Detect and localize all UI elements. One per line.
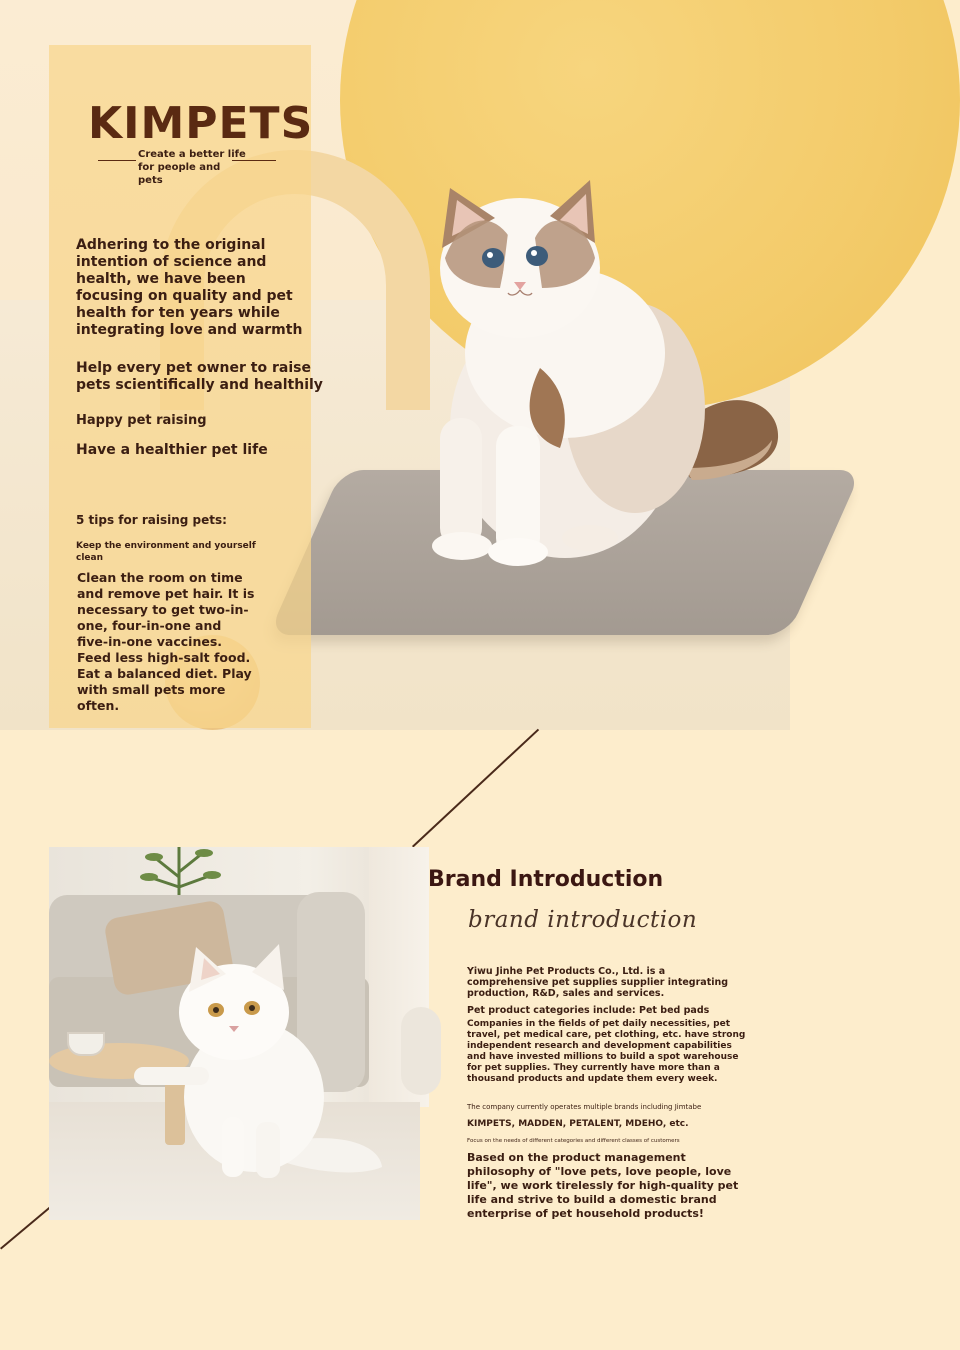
happy-slogan: Happy pet raising [76,413,207,428]
svg-text:KIMPETS: KIMPETS [88,98,314,149]
brand-paragraph-focus: Focus on the needs of different categories and different classes of customers [467,1138,680,1144]
brand-script-subtitle: brand introduction [468,907,698,933]
help-statement: Help every pet owner to raise pets scientifically and healthily [76,360,323,393]
healthier-slogan: Have a healthier pet life [76,442,268,458]
white-persian-cat-image [144,942,384,1182]
vase-decoration [401,1007,441,1095]
brand-paragraph-brand-list: KIMPETS, MADDEN, PETALENT, MDEHO, etc. [467,1119,689,1129]
brand-paragraph-philosophy: Based on the product management philosophy of "love pets, love people, love life", we work tirelessly for high-quality pet life and strive to build a domestic brand enterprise of pet household products! [467,1151,739,1220]
brand-paragraph-categories: Pet product categories include: Pet bed pads [467,1005,710,1016]
mission-statement: Adhering to the original intention of science and health, we have been focusing on quality and pet health for ten years while integrating love and warmth [76,237,303,338]
hero-banner [0,0,790,730]
brand-paragraph-company: Yiwu Jinhe Pet Products Co., Ltd. is a comprehensive pet supplies supplier integrating production, R&D, sales and services. [467,966,729,999]
ragdoll-cat-image [400,178,790,573]
tagline-rule-left [98,160,136,161]
diagonal-line-top [412,729,539,848]
cup-decoration [67,1032,105,1056]
tips-title: 5 tips for raising pets: [76,513,227,527]
kimpets-logo [88,96,314,149]
brand-paragraph-capabilities: Companies in the fields of pet daily necessities, pet travel, pet medical care, pet clothing, etc. have strong independent research and development capabilities and have invested millions to build a spot warehouse for pet supplies. They currently have more than a thousand products and update them every week. [467,1019,746,1084]
brand-paragraph-brands-intro: The company currently operates multiple brands including Jimtabe [467,1103,702,1111]
brand-title: Brand Introduction [428,867,664,892]
brand-photo [49,847,420,1220]
tips-subtitle: Keep the environment and yourself clean [76,541,256,563]
tips-body: Clean the room on time and remove pet hair. It is necessary to get two-in-one, four-in-one and five-in-one vaccines. Feed less high-salt food. Eat a balanced diet. Play with small pets more often. [77,570,255,713]
diagonal-line-bottom [0,1203,55,1250]
tagline: Create a better life for people and pets [138,149,246,186]
